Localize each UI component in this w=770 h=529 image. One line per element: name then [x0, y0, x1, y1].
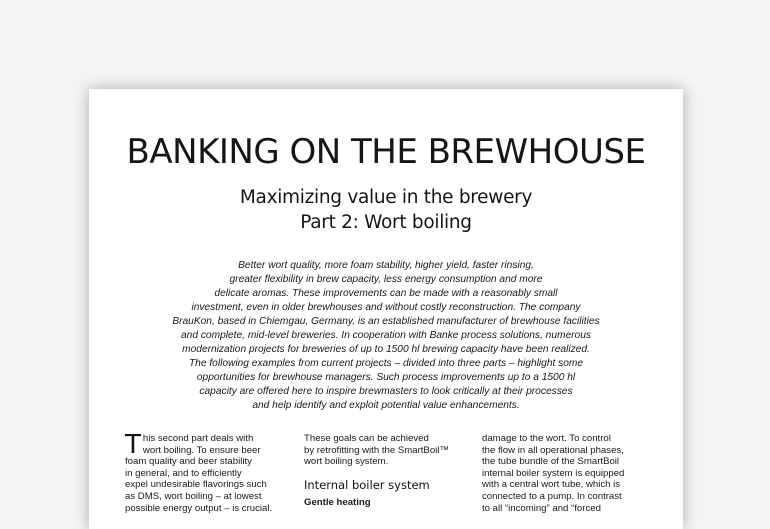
intro-line: Better wort quality, more foam stability, higher yield, faster rinsing, [238, 260, 534, 271]
body-line: internal boiler system is equipped [482, 467, 625, 479]
body-line: as DMS, wort boiling – at lowest [125, 490, 262, 502]
body-line: foam quality and beer stability [125, 456, 252, 468]
body-line: These goals can be achieved [304, 433, 429, 444]
body-column-3 [482, 433, 644, 514]
intro-line: The following examples from current projects – divided into three parts – highlight some [188, 358, 584, 369]
body-line: by retrofitting with the SmartBoil™ [304, 444, 450, 456]
body-column-1 [125, 430, 287, 514]
intro-line: capacity are offered here to inspire brewmasters to look critically at their processes [199, 386, 573, 397]
body-line: possible energy output – is crucial. [125, 502, 273, 514]
body-line: the tube bundle of the SmartBoil [482, 456, 620, 468]
body-line: with a central wort tube, which is [482, 479, 621, 491]
body-line: in general, and to efficiently [125, 467, 242, 479]
body-line: wort boiling. To ensure beer [142, 444, 261, 456]
intro-line: investment, even in older brewhouses and without costly reconstruction. The company [191, 302, 581, 313]
intro-line: and help identify and exploit potential value enhancements. [252, 400, 520, 411]
intro-line: BrauKon, based in Chiemgau, Germany, is an established manufacturer of brewhouse facilities [172, 316, 600, 327]
section-subheading: Gentle heating [304, 497, 371, 509]
article-page [89, 89, 683, 529]
body-line: his second part deals with [142, 433, 254, 444]
drop-cap: T [125, 430, 141, 460]
intro-line: modernization projects for breweries of up to 1500 hl brewing capacity have been realized. [182, 344, 590, 355]
body-line: connected to a pump. In contrast [482, 490, 622, 502]
body-line: the flow in all operational phases, [482, 444, 624, 456]
article-title: BANKING ON THE BREWHOUSE [126, 132, 646, 172]
intro-line: delicate aromas. These improvements can be made with a reasonably small [214, 288, 558, 299]
section-heading: Internal boiler system [304, 477, 430, 492]
body-line: expel undesirable flavorings such [125, 479, 267, 491]
intro-line: opportunities for brewhouse managers. Such process improvements up to a 1500 hl [196, 372, 576, 383]
intro-line: and complete, mid-level breweries. In cooperation with Banke process solutions, numerous [181, 330, 591, 341]
article-subtitle: Maximizing value in the brewery [239, 187, 533, 208]
article-part-title: Part 2: Wort boiling [300, 212, 472, 233]
intro-line: greater flexibility in brew capacity, less energy consumption and more [229, 274, 543, 285]
intro-paragraph [149, 259, 623, 413]
body-column-2 [304, 433, 466, 509]
body-line: damage to the wort. To control [482, 433, 611, 444]
body-line: wort boiling system. [304, 456, 389, 468]
body-line: to all “incoming” and “forced [482, 502, 601, 514]
